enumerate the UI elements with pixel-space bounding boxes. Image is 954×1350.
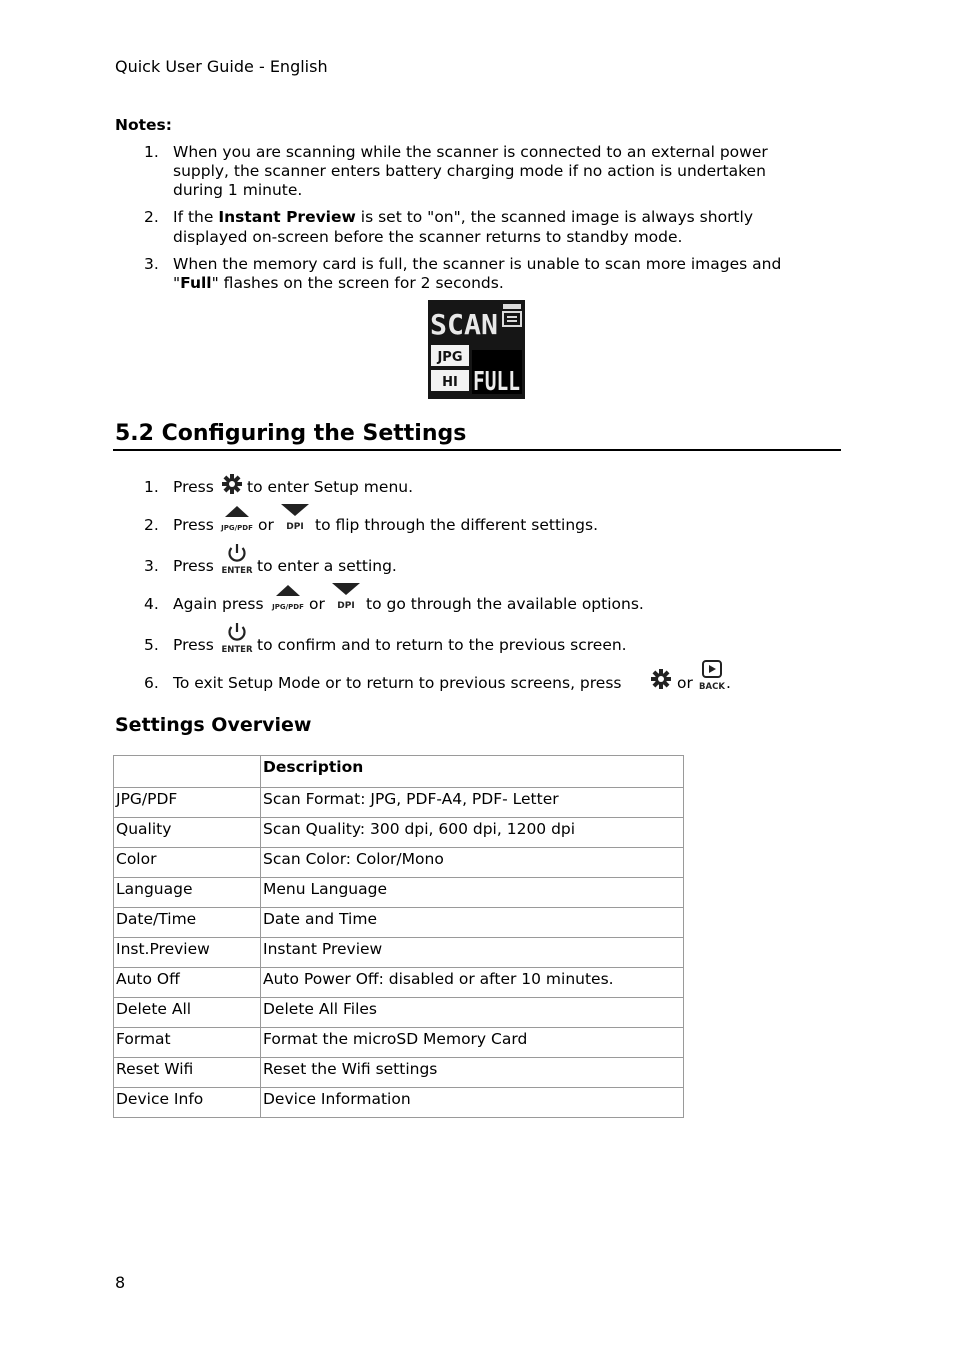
up-jpg-pdf-icon <box>271 584 305 614</box>
lcd-jpg-text: JPG <box>437 350 463 365</box>
step-number: 2. <box>144 516 159 534</box>
table-row <box>114 1028 684 1058</box>
step-text: Again press <box>173 595 264 613</box>
notes-heading: Notes: <box>115 116 172 134</box>
step-text: to confirm and to return to the previous screen. <box>257 636 627 654</box>
setting-name-cell: Color <box>114 848 261 878</box>
step-or: or <box>677 674 693 692</box>
step-number: 5. <box>144 636 159 654</box>
table-row <box>114 878 684 908</box>
play-back-icon <box>696 660 728 692</box>
settings-table <box>113 755 684 1118</box>
note-line <box>173 274 833 293</box>
note-number: 3. <box>144 255 159 273</box>
table-row <box>114 998 684 1028</box>
setting-description-cell: Menu Language <box>261 878 684 908</box>
lcd-full-screen-image <box>428 300 525 399</box>
setting-name-cell: Format <box>114 1028 261 1058</box>
enter-button-label: ENTER <box>221 645 253 655</box>
note-line: during 1 minute. <box>173 181 303 199</box>
note-line: When you are scanning while the scanner is connected to an external power <box>173 143 768 161</box>
section-title: 5.2 Configuring the Settings <box>115 421 467 446</box>
note-text-post: is set to "on", the scanned image is always shortly <box>355 208 753 226</box>
note-number: 2. <box>144 208 159 226</box>
setting-description-cell: Reset the Wifi settings <box>261 1058 684 1088</box>
setting-description-cell: Scan Format: JPG, PDF-A4, PDF- Letter <box>261 788 684 818</box>
page-number: 8 <box>115 1273 126 1292</box>
setting-name-cell: Inst.Preview <box>114 938 261 968</box>
page-header: Quick User Guide - English <box>115 57 328 76</box>
setting-description-cell: Auto Power Off: disabled or after 10 minutes. <box>261 968 684 998</box>
setting-name-cell: JPG/PDF <box>114 788 261 818</box>
step-text: to flip through the different settings. <box>315 516 599 534</box>
step-text: Press <box>173 557 214 575</box>
step-number: 1. <box>144 478 159 496</box>
setting-name-cell: Device Info <box>114 1088 261 1118</box>
table-row <box>114 1058 684 1088</box>
setting-description-cell: Date and Time <box>261 908 684 938</box>
power-enter-icon <box>220 621 254 653</box>
table-row <box>114 938 684 968</box>
setting-name-cell: Reset Wifi <box>114 1058 261 1088</box>
setting-description-cell: Scan Quality: 300 dpi, 600 dpi, 1200 dpi <box>261 818 684 848</box>
note-text-post: " flashes on the screen for 2 seconds. <box>211 274 504 292</box>
table-row <box>114 968 684 998</box>
settings-table-body <box>114 756 684 1118</box>
step-number: 6. <box>144 674 159 692</box>
table-row <box>114 818 684 848</box>
setting-description-cell: Device Information <box>261 1088 684 1118</box>
setting-name-cell: Date/Time <box>114 908 261 938</box>
section-divider <box>113 449 841 451</box>
note-line: displayed on-screen before the scanner returns to standby mode. <box>173 228 683 246</box>
down-dpi-icon <box>329 582 363 612</box>
step-number: 4. <box>144 595 159 613</box>
setting-description-cell: Scan Color: Color/Mono <box>261 848 684 878</box>
up-jpg-pdf-icon <box>220 505 254 535</box>
header-cell-setting <box>114 756 261 788</box>
lcd-hi-text: HI <box>442 375 458 390</box>
note-line: When the memory card is full, the scanner is unable to scan more images and <box>173 255 782 273</box>
lcd-graphic <box>428 300 525 399</box>
full-term: Full <box>180 274 212 292</box>
back-button-label: BACK <box>699 682 725 692</box>
gear-icon <box>651 669 671 693</box>
down-button-label: DPI <box>286 522 304 532</box>
note-line: supply, the scanner enters battery charging mode if no action is undertaken <box>173 162 766 180</box>
gear-icon <box>222 474 242 498</box>
step-text: . <box>726 674 731 692</box>
setting-description-cell: Format the microSD Memory Card <box>261 1028 684 1058</box>
power-enter-icon <box>220 542 254 574</box>
note-number: 1. <box>144 143 159 161</box>
header-cell-description: Description <box>261 756 684 788</box>
setting-description-cell: Delete All Files <box>261 998 684 1028</box>
setting-name-cell: Auto Off <box>114 968 261 998</box>
table-row <box>114 1088 684 1118</box>
note-text <box>173 143 833 200</box>
step-text: Press <box>173 636 214 654</box>
note-line <box>173 208 833 227</box>
settings-overview-title: Settings Overview <box>115 714 312 736</box>
step-or: or <box>258 516 274 534</box>
step-text: Press <box>173 478 214 496</box>
step-text: to go through the available options. <box>366 595 644 613</box>
instant-preview-term: Instant Preview <box>218 208 356 226</box>
note-text-pre: If the <box>173 208 219 226</box>
up-button-label: JPG/PDF <box>221 524 253 532</box>
table-header-row <box>114 756 684 788</box>
setting-name-cell: Delete All <box>114 998 261 1028</box>
note-text-pre: " <box>173 274 181 292</box>
step-text: To exit Setup Mode or to return to previous screens, press <box>173 674 622 692</box>
step-or: or <box>309 595 325 613</box>
note-text <box>173 255 833 293</box>
lcd-full-text: FULL <box>473 367 520 397</box>
table-row <box>114 848 684 878</box>
down-dpi-icon <box>278 503 312 533</box>
step-text: to enter a setting. <box>257 557 397 575</box>
lcd-scan-text: SCAN <box>430 308 498 341</box>
step-text: Press <box>173 516 214 534</box>
setting-description-cell: Instant Preview <box>261 938 684 968</box>
setting-name-cell: Language <box>114 878 261 908</box>
table-row <box>114 908 684 938</box>
step-text: to enter Setup menu. <box>247 478 414 496</box>
step-number: 3. <box>144 557 159 575</box>
down-button-label: DPI <box>337 601 355 611</box>
setting-name-cell: Quality <box>114 818 261 848</box>
up-button-label: JPG/PDF <box>272 603 304 611</box>
note-text <box>173 208 833 247</box>
table-row <box>114 788 684 818</box>
enter-button-label: ENTER <box>221 566 253 576</box>
